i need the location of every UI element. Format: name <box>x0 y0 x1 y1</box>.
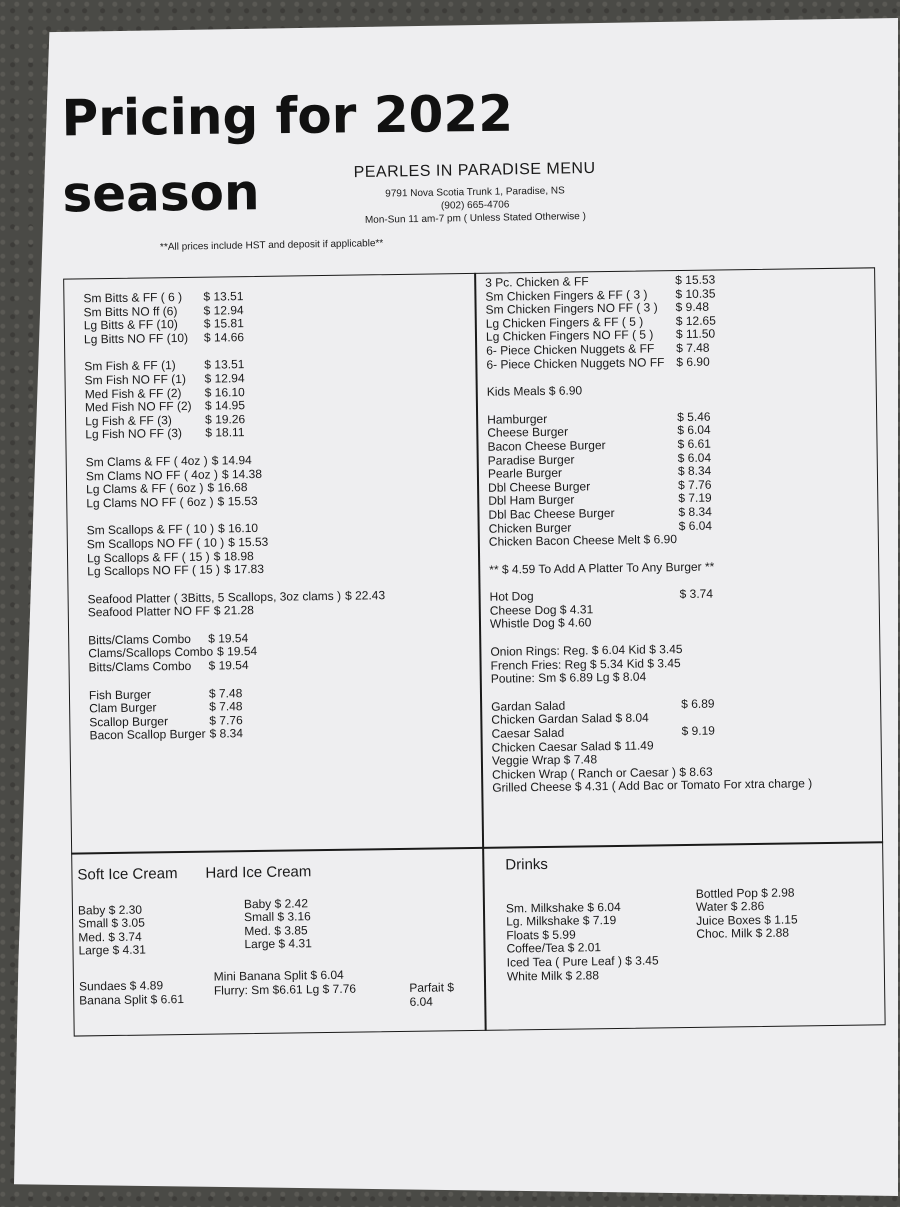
menu-item-price: $ 16.68 <box>207 480 248 495</box>
drink-item: Floats $ 5.99 <box>506 927 576 943</box>
hard-size: Large $ 4.31 <box>244 936 312 952</box>
menu-item-label: Sm Fish & FF (1) <box>84 358 176 374</box>
menu-item-label: Sm Bitts & FF ( 6 ) <box>83 289 183 306</box>
menu-item-label: Lg Chicken Fingers & FF ( 5 ) <box>485 314 644 331</box>
mini-banana-split-item: Mini Banana Split $ 6.04 <box>213 967 344 984</box>
menu-item-label: Chicken Wrap ( Ranch or Caesar ) $ 8.63 <box>492 764 713 782</box>
menu-item-price: $ 8.34 <box>678 504 712 519</box>
soft-sizes <box>78 902 245 959</box>
menu-item-label: French Fries: Reg $ 5.34 Kid $ 3.45 <box>490 655 681 673</box>
hard-size: Small $ 3.16 <box>243 909 311 925</box>
menu-item-price: $ 13.51 <box>203 289 244 304</box>
menu-item-price: $ 7.76 <box>209 713 243 728</box>
menu-item-label: Poutine: Sm $ 6.89 Lg $ 8.04 <box>490 669 647 686</box>
parfait-item: Parfait $ 6.04 <box>409 980 455 1009</box>
menu-item-label: Onion Rings: Reg. $ 6.04 Kid $ 3.45 <box>490 642 683 659</box>
menu-item-price: $ 14.94 <box>211 452 252 468</box>
soft-size: Large $ 4.31 <box>78 942 147 958</box>
menu-item-price: $ 19.54 <box>216 644 258 659</box>
menu-item-label: Lg Fish & FF (3) <box>85 412 172 429</box>
menu-item-price: $ 6.61 <box>677 436 711 452</box>
flurry-item: Flurry: Sm $6.61 Lg $ 7.76 <box>213 981 357 998</box>
menu-item-label: Lg Clams NO FF ( 6oz ) <box>86 494 214 511</box>
soft-ice-cream-title: Soft Ice Cream <box>77 865 178 884</box>
menu-item-price: $ 10.35 <box>675 286 716 301</box>
menu-item-price: $ 12.94 <box>204 371 245 386</box>
menu-item-label: Sm Clams NO FF ( 4oz ) <box>85 467 218 483</box>
chicken-burger-column <box>485 271 882 795</box>
menu-item-price: $ 18.11 <box>205 425 245 441</box>
title-line-2: season <box>62 163 260 224</box>
menu-item-label: Cheese Burger <box>487 424 569 441</box>
restaurant-name: PEARLES IN PARADISE MENU <box>353 159 596 182</box>
menu-item-price: $ 11.50 <box>675 326 716 342</box>
menu-item-label: Hamburger <box>487 411 548 427</box>
menu-item-price: $ 8.34 <box>209 726 244 742</box>
menu-item-label: Med Fish & FF (2) <box>84 385 182 401</box>
menu-item-label: Bacon Cheese Burger <box>487 438 606 454</box>
menu-item-price: $ 7.19 <box>678 490 712 506</box>
menu-item-label: Veggie Wrap $ 7.48 <box>491 752 598 768</box>
menu-item-price: $ 14.38 <box>221 466 263 481</box>
menu-item-label: Dbl Bac Cheese Burger <box>488 505 615 522</box>
menu-item-price: $ 13.51 <box>204 357 245 373</box>
menu-item-price: $ 15.53 <box>217 493 258 509</box>
hours: Mon-Sun 11 am-7 pm ( Unless Stated Otherwise ) <box>364 211 587 226</box>
hard-size: Med. $ 3.85 <box>244 923 308 938</box>
menu-item-price: $ 9.48 <box>675 299 710 315</box>
menu-item-label: Lg Scallops & FF ( 15 ) <box>86 549 210 565</box>
drinks-section <box>505 853 877 983</box>
seafood-column <box>83 287 479 743</box>
menu-item-label: Seafood Platter NO FF <box>87 603 210 620</box>
drink-item: Choc. Milk $ 2.88 <box>696 925 790 942</box>
menu-item-label: Clam Burger <box>89 700 157 716</box>
soft-size: Med. $ 3.74 <box>78 929 142 945</box>
drink-item: Water $ 2.86 <box>695 899 765 915</box>
menu-item-label: Sm Fish NO FF (1) <box>84 371 186 388</box>
drinks-left <box>506 899 697 983</box>
menu-item-price: $ 16.10 <box>204 384 245 400</box>
menu-item-label: Lg Chicken Fingers NO FF ( 5 ) <box>485 327 654 345</box>
drink-item: Lg. Milkshake $ 7.19 <box>506 913 617 929</box>
menu-item-label: Lg Bitts & FF (10) <box>83 317 178 333</box>
menu-item-label: Lg Bitts NO FF (10) <box>83 330 189 347</box>
menu-item-label: Seafood Platter ( 3Bitts, 5 Scallops, 3oz clams ) <box>87 588 342 607</box>
menu-item-price: $ 3.74 <box>679 586 714 602</box>
menu-item-label: Pearle Burger <box>487 465 563 481</box>
title-line-1: Pricing for 2022 <box>61 84 514 148</box>
menu-item-label: Chicken Bacon Cheese Melt $ 6.90 <box>488 532 678 549</box>
menu-item-price: $ 8.34 <box>677 463 712 479</box>
drink-item: Juice Boxes $ 1.15 <box>696 912 798 928</box>
menu-item-label: Cheese Dog $ 4.31 <box>489 602 594 618</box>
menu-item-label: Lg Scallops NO FF ( 15 ) <box>87 562 221 579</box>
menu-item-label: Sm Clams & FF ( 4oz ) <box>85 453 208 470</box>
drink-item: Coffee/Tea $ 2.01 <box>506 940 602 956</box>
menu-item-price: $ 22.43 <box>344 587 386 603</box>
soft-size: Baby $ 2.30 <box>77 902 143 918</box>
menu-item-price: $ 6.90 <box>676 354 710 369</box>
menu-item-label: Scallop Burger <box>89 714 169 730</box>
address: 9791 Nova Scotia Trunk 1, Paradise, NS <box>385 185 565 200</box>
drink-item: Bottled Pop $ 2.98 <box>695 885 795 901</box>
menu-item-price: $ 7.76 <box>677 477 712 492</box>
hard-ice-cream-title: Hard Ice Cream <box>205 863 312 882</box>
menu-item-price: $ 16.10 <box>217 521 259 536</box>
menu-item-price: $ 15.53 <box>675 272 716 288</box>
drink-item: Iced Tea ( Pure Leaf ) $ 3.45 <box>506 953 659 970</box>
menu-item-price: $ 5.46 <box>677 409 711 424</box>
pricing-note: **All prices include HST and deposit if applicable** <box>159 238 384 253</box>
menu-item-price: $ 19.54 <box>208 630 249 646</box>
menu-item-price: $ 21.28 <box>213 603 254 618</box>
menu-item-price: $ 14.95 <box>204 398 246 413</box>
menu-item-label: Caesar Salad <box>491 725 565 741</box>
menu-item-label: Lg Clams & FF ( 6oz ) <box>85 480 204 497</box>
menu-item-price: $ 7.48 <box>208 685 243 701</box>
hard-size: Baby $ 2.42 <box>243 895 309 911</box>
sundaes-item: Sundaes $ 4.89 <box>78 978 164 994</box>
menu-item-label: Chicken Burger <box>488 520 572 536</box>
menu-item-price: $ 7.48 <box>209 699 243 714</box>
phone: (902) 665-4706 <box>440 199 510 212</box>
menu-item-label: 3 Pc. Chicken & FF <box>485 274 589 290</box>
ice-cream-section <box>77 863 479 1014</box>
menu-item-label: Paradise Burger <box>487 452 575 468</box>
drinks-right <box>696 886 799 981</box>
hard-sizes <box>244 897 312 956</box>
menu-item-price: $ 7.48 <box>676 340 710 356</box>
soft-size: Small $ 3.05 <box>78 915 145 931</box>
menu-item-label: Hot Dog <box>489 589 534 604</box>
menu-item-price: $ 19.26 <box>205 411 246 427</box>
menu-item-label: Sm Scallops & FF ( 10 ) <box>86 521 215 538</box>
menu-item-price: $ 6.04 <box>677 422 711 438</box>
menu-item-label: Chicken Gardan Salad $ 8.04 <box>491 710 649 728</box>
menu-item-label: Gardan Salad <box>491 698 566 714</box>
menu-item-price: $ 18.98 <box>213 548 254 564</box>
menu-item-label: Kids Meals $ 6.90 <box>486 383 583 399</box>
menu-item-label: Fish Burger <box>88 687 152 702</box>
menu-item-price: $ 6.04 <box>678 518 713 533</box>
menu-item-price: $ 6.04 <box>677 450 712 465</box>
menu-item-label: Bitts/Clams Combo <box>88 658 192 675</box>
menu-item-label: Whistle Dog $ 4.60 <box>489 615 592 632</box>
menu-item-price: $ 12.94 <box>203 302 244 318</box>
menu-item-price: $ 12.65 <box>675 313 716 328</box>
menu-item-label: Sm Chicken Fingers & FF ( 3 ) <box>485 287 648 304</box>
menu-item-label: 6- Piece Chicken Nuggets NO FF <box>486 354 665 372</box>
menu-item-label: Med Fish NO FF (2) <box>84 399 192 415</box>
menu-item-price: $ 17.83 <box>223 561 265 577</box>
menu-item-price: $ 15.53 <box>228 534 269 550</box>
menu-item-label: Sm Scallops NO FF ( 10 ) <box>86 535 225 552</box>
menu-item-label: Grilled Cheese $ 4.31 ( Add Bac or Tomato For xtra charge ) <box>492 776 813 796</box>
menu-item-label: Sm Chicken Fingers NO FF ( 3 ) <box>485 300 658 317</box>
menu-item-label: Sm Bitts NO ff (6) <box>83 303 178 319</box>
menu-item-label: ** $ 4.59 To Add A Platter To Any Burger ** <box>489 559 715 577</box>
drinks-title: Drinks <box>505 855 549 874</box>
drink-item: White Milk $ 2.88 <box>506 967 600 984</box>
menu-item-price: $ 14.66 <box>203 329 245 345</box>
menu-item-label: Chicken Caesar Salad $ 11.49 <box>491 738 654 755</box>
menu-item-label: Lg Fish NO FF (3) <box>85 426 183 442</box>
menu-item-label: Bitts/Clams Combo <box>88 631 191 648</box>
drink-item: Sm. Milkshake $ 6.04 <box>505 899 621 916</box>
menu-item-label: Dbl Cheese Burger <box>488 479 591 495</box>
menu-item-price: $ 9.19 <box>681 723 715 739</box>
menu-item-label: Dbl Ham Burger <box>488 492 575 509</box>
menu-item-label: Bacon Scallop Burger <box>89 727 206 743</box>
menu-item-label: Clams/Scallops Combo <box>88 645 214 661</box>
menu-item-price: $ 19.54 <box>208 658 249 673</box>
banana-split-item: Banana Split $ 6.61 <box>79 991 185 1008</box>
menu-item-label: 6- Piece Chicken Nuggets & FF <box>486 341 655 358</box>
menu-item-price: $ 15.81 <box>203 316 244 331</box>
menu-item-price: $ 6.89 <box>681 696 715 711</box>
